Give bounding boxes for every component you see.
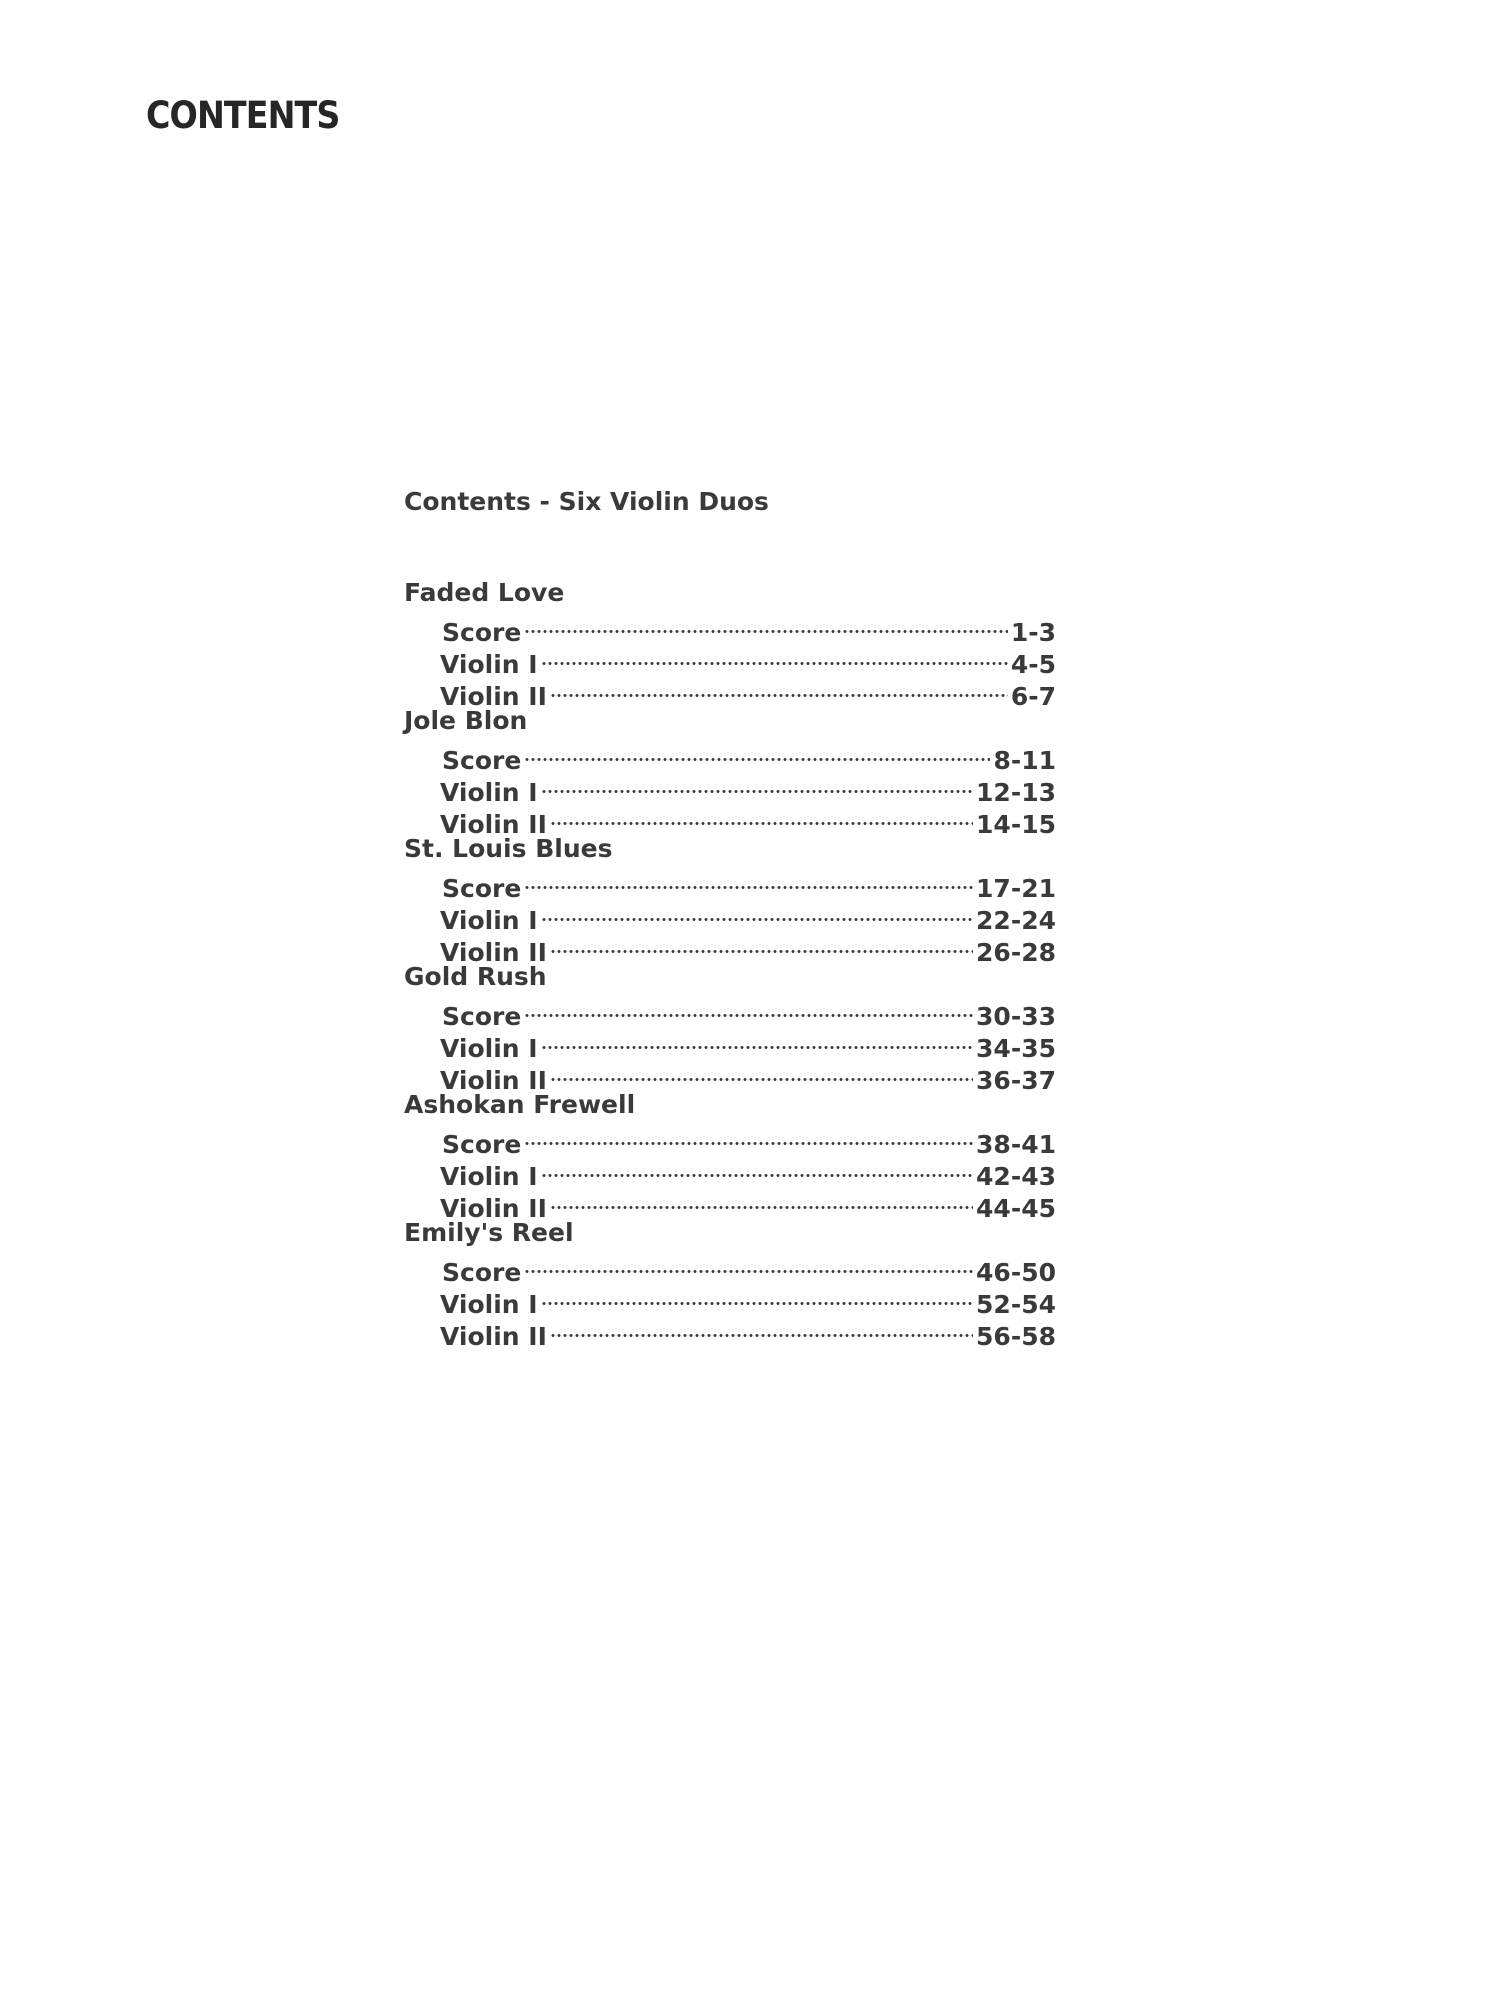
dot-leader	[550, 1057, 973, 1089]
entry-page-range: 52-54	[976, 1290, 1056, 1319]
toc-entry	[404, 609, 1056, 647]
entry-label: Violin I	[440, 1034, 538, 1063]
entry-page-range: 26-28	[976, 938, 1056, 967]
song-parts	[404, 1121, 1056, 1223]
toc-entry	[404, 865, 1056, 903]
dot-leader	[550, 1313, 973, 1345]
song-parts	[404, 1249, 1056, 1351]
toc-entry	[404, 993, 1056, 1031]
entry-page-range: 42-43	[976, 1162, 1056, 1191]
song-title: Gold Rush	[404, 962, 547, 991]
toc-song	[404, 1217, 1056, 1351]
entry-label: Score	[442, 1130, 522, 1159]
entry-page-range: 38-41	[976, 1130, 1056, 1159]
entry-page-range: 36-37	[976, 1066, 1056, 1095]
entry-label: Violin II	[440, 810, 547, 839]
dot-leader	[524, 993, 973, 1025]
entry-label: Violin II	[440, 682, 547, 711]
entry-label: Score	[442, 874, 522, 903]
song-title: Ashokan Frewell	[404, 1090, 636, 1119]
entry-page-range: 4-5	[1010, 650, 1056, 679]
entry-page-range: 8-11	[993, 746, 1056, 775]
entry-label: Violin I	[440, 650, 538, 679]
dot-leader	[541, 1153, 973, 1185]
song-title: Faded Love	[404, 578, 565, 607]
entry-label: Score	[442, 746, 522, 775]
toc-song	[404, 833, 1056, 967]
dot-leader	[524, 1249, 973, 1281]
song-parts	[404, 737, 1056, 839]
entry-label: Violin I	[440, 1290, 538, 1319]
entry-page-range: 6-7	[1010, 682, 1056, 711]
song-title: Emily's Reel	[404, 1218, 574, 1247]
dot-leader	[524, 1121, 973, 1153]
entry-label: Violin II	[440, 1066, 547, 1095]
toc-title: Contents - Six Violin Duos	[404, 487, 769, 516]
entry-page-range: 30-33	[976, 1002, 1056, 1031]
song-parts	[404, 865, 1056, 967]
dot-leader	[541, 1281, 973, 1313]
toc-entry	[404, 737, 1056, 775]
entry-label: Violin I	[440, 906, 538, 935]
entry-label: Score	[442, 618, 522, 647]
entry-label: Violin II	[440, 938, 547, 967]
entry-page-range: 34-35	[976, 1034, 1056, 1063]
entry-page-range: 44-45	[976, 1194, 1056, 1223]
table-of-contents	[404, 482, 1056, 1351]
entry-page-range: 12-13	[976, 778, 1056, 807]
song-parts	[404, 609, 1056, 711]
entry-label: Score	[442, 1002, 522, 1031]
toc-song	[404, 1089, 1056, 1223]
entry-label: Violin II	[440, 1322, 547, 1351]
entry-label: Violin I	[440, 1162, 538, 1191]
dot-leader	[550, 673, 1008, 705]
song-title: Jole Blon	[404, 706, 528, 735]
page-header: CONTENTS	[146, 94, 340, 137]
entry-page-range: 17-21	[976, 874, 1056, 903]
dot-leader	[550, 929, 973, 961]
dot-leader	[550, 1185, 973, 1217]
entry-page-range: 1-3	[1010, 618, 1056, 647]
dot-leader	[541, 897, 973, 929]
entry-page-range: 56-58	[976, 1322, 1056, 1351]
dot-leader	[524, 737, 990, 769]
dot-leader	[541, 1025, 973, 1057]
dot-leader	[541, 641, 1008, 673]
toc-entry	[404, 1249, 1056, 1287]
toc-entry	[404, 1121, 1056, 1159]
entry-label: Score	[442, 1258, 522, 1287]
toc-song	[404, 705, 1056, 839]
song-parts	[404, 993, 1056, 1095]
song-title: St. Louis Blues	[404, 834, 613, 863]
dot-leader	[524, 609, 1008, 641]
toc-song	[404, 577, 1056, 711]
dot-leader	[541, 769, 973, 801]
toc-list	[404, 577, 1056, 1351]
entry-page-range: 22-24	[976, 906, 1056, 935]
entry-label: Violin II	[440, 1194, 547, 1223]
dot-leader	[550, 801, 973, 833]
entry-page-range: 46-50	[976, 1258, 1056, 1287]
entry-page-range: 14-15	[976, 810, 1056, 839]
dot-leader	[524, 865, 973, 897]
entry-label: Violin I	[440, 778, 538, 807]
toc-song	[404, 961, 1056, 1095]
